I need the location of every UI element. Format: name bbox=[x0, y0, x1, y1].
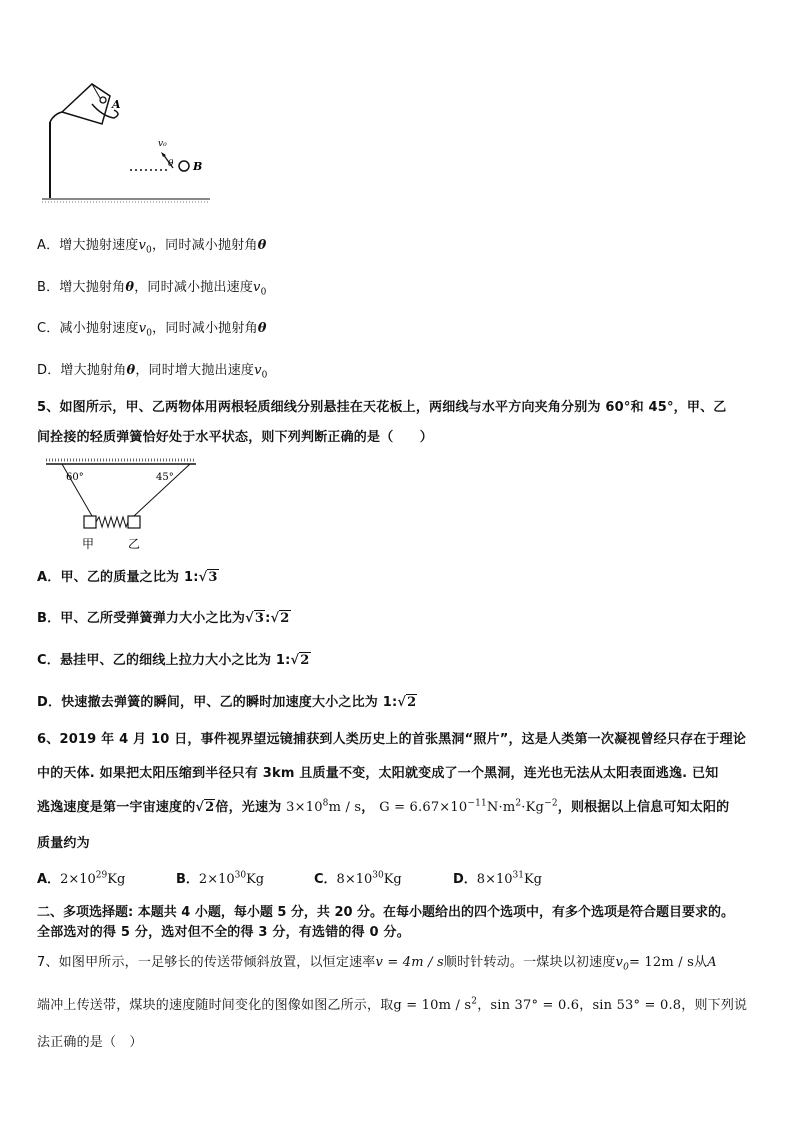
option-value bbox=[337, 872, 402, 887]
option-letter: D． bbox=[37, 363, 61, 378]
option-text: ，同时增大抛出速度 bbox=[135, 363, 255, 378]
text-segment: 端冲上传送带，煤块的速度随时间变化的图像如图乙所示，取 bbox=[37, 998, 394, 1013]
belt-speed: v = 4m / s bbox=[375, 955, 444, 970]
v-symbol: v bbox=[138, 321, 147, 336]
value-base: 2×10 bbox=[60, 872, 96, 887]
gravity-value bbox=[393, 998, 477, 1013]
section2-heading-line2: 全部选对的得 5 分，选对但不全的得 3 分，有选错的得 0 分。 bbox=[37, 925, 410, 940]
sin37-value: sin 37° = 0.6 bbox=[490, 998, 580, 1013]
q5-option-a bbox=[37, 566, 219, 585]
v-subscript: 0 bbox=[146, 245, 152, 256]
option-text: 增大抛射角 bbox=[59, 280, 126, 295]
angle-45-label: 45° bbox=[156, 472, 174, 483]
text-segment: 7、如图甲所示，一足够长的传送带倾斜放置，以恒定速率 bbox=[37, 955, 376, 970]
theta-symbol: θ bbox=[257, 321, 267, 336]
q5-stem-line1: 5、如图所示，甲、乙两物体用两根轻质细线分别悬挂在天花板上，两细线与水平方向夹角分别为 60°和 45°，甲、乙 bbox=[37, 400, 727, 415]
option-letter: D． bbox=[453, 872, 477, 887]
v-subscript: 0 bbox=[260, 287, 267, 298]
option-text: D．快速撤去弹簧的瞬间，甲、乙的瞬时加速度大小之比为 1: bbox=[37, 695, 398, 710]
q4-option-b bbox=[37, 276, 267, 298]
v-symbol: v bbox=[254, 363, 262, 378]
text-segment: 从 bbox=[694, 955, 708, 970]
option-text: ，同时减小抛射角 bbox=[152, 321, 258, 336]
value-exponent: −2 bbox=[544, 798, 558, 809]
value-unit: N·m bbox=[486, 800, 516, 815]
option-letter: A． bbox=[37, 872, 61, 887]
q7-stem-line3: 法正确的是（ ） bbox=[37, 1035, 143, 1050]
value-unit: m / s bbox=[328, 800, 362, 815]
value-exponent: 29 bbox=[95, 870, 108, 881]
q6-option-a bbox=[37, 868, 125, 887]
value-unit: ·Kg bbox=[521, 800, 545, 815]
value-exponent: −11 bbox=[467, 798, 487, 809]
q6-option-d bbox=[453, 868, 542, 887]
q7-stem-line2: 端冲上传送带，煤块的速度随时间变化的图像如图乙所示，取$g = 10m / s^2$，sin 37° = 0.6，sin 53° = 0.8，则下列说 bbox=[37, 996, 748, 1013]
value-base: g = 10m / s bbox=[393, 998, 472, 1013]
text-segment: ，则根据以上信息可知太阳的 bbox=[557, 800, 730, 815]
q5-option-b bbox=[37, 607, 291, 626]
q4-option-d bbox=[37, 359, 268, 381]
option-text: A．甲、乙的质量之比为 1: bbox=[37, 570, 199, 585]
section2-heading-line1: 二、多项选择题: 本题共 4 小题，每小题 5 分，共 20 分。在每小题给出的四个选项中，有多个选项是符合题目要求的。 bbox=[37, 905, 735, 920]
value-exponent: 30 bbox=[372, 870, 384, 881]
option-letter: B． bbox=[176, 872, 199, 887]
sqrt-radicand: 2 bbox=[407, 695, 417, 710]
label-jia: 甲 bbox=[82, 537, 95, 551]
point-a: A bbox=[707, 955, 717, 970]
sqrt-radicand: 2 bbox=[300, 653, 310, 668]
sqrt-2: √2 bbox=[270, 611, 290, 626]
option-text: 减小抛射速度 bbox=[59, 321, 139, 336]
v-subscript: 0 bbox=[261, 370, 268, 381]
ratio-colon: : bbox=[265, 611, 271, 626]
value-unit: Kg bbox=[383, 872, 402, 887]
option-letter: C． bbox=[37, 321, 60, 336]
value-unit: Kg bbox=[523, 872, 543, 887]
sqrt-radicand: 2 bbox=[205, 800, 215, 815]
q4-option-c bbox=[37, 317, 267, 339]
q6-stem-line2: 中的天体. 如果把太阳压缩到半径只有 3km 且质量不变，太阳就变成了一个黑洞，连光也无法从太阳表面逃逸. 已知 bbox=[37, 766, 719, 781]
text-segment: ，则下列说 bbox=[681, 998, 748, 1013]
q6-option-c bbox=[314, 868, 402, 887]
option-text: 增大抛射速度 bbox=[59, 238, 139, 253]
sin53-value: sin 53° = 0.8 bbox=[592, 998, 682, 1013]
option-letter: A． bbox=[37, 238, 60, 253]
point-b-label: B bbox=[193, 160, 203, 173]
value-base: 2×10 bbox=[198, 872, 235, 887]
value-exponent: 8 bbox=[322, 798, 329, 809]
value-base: 8×10 bbox=[476, 872, 513, 887]
q6-stem-line1: 6、2019 年 4 月 10 日，事件视界望远镜捕获到人类历史上的首张黑洞“照片”，这是人类第一次凝视曾经只存在于理论 bbox=[37, 732, 747, 747]
v0-symbol: $v_0$ bbox=[615, 955, 629, 973]
sqrt-3: √3 bbox=[245, 611, 265, 626]
theta-symbol: θ bbox=[126, 363, 136, 378]
q5-option-d bbox=[37, 691, 417, 710]
option-letter: B． bbox=[37, 280, 60, 295]
q4-option-a bbox=[37, 234, 266, 256]
gravitational-constant bbox=[379, 800, 558, 815]
sqrt-3: √3 bbox=[198, 570, 218, 585]
text-segment: 顺时针转动。一煤块以初速度 bbox=[443, 955, 616, 970]
spring-figure bbox=[42, 456, 202, 552]
value-unit: Kg bbox=[107, 872, 126, 887]
theta-label: θ bbox=[168, 159, 174, 169]
label-yi: 乙 bbox=[128, 537, 141, 551]
text-segment: 逃逸速度是第一宇宙速度的 bbox=[37, 800, 196, 815]
q6-stem-line4: 质量约为 bbox=[37, 836, 90, 851]
option-value bbox=[199, 872, 264, 887]
option-value bbox=[477, 872, 542, 887]
text-segment: 倍，光速为 bbox=[215, 800, 282, 815]
v0-label: v₀ bbox=[158, 139, 167, 149]
q7-stem-line1 bbox=[37, 951, 717, 973]
option-text: B．甲、乙所受弹簧弹力大小之比为 bbox=[37, 611, 246, 626]
value-exponent: 2 bbox=[515, 798, 522, 809]
value-base: 3×10 bbox=[286, 800, 323, 815]
value-base: 8×10 bbox=[336, 872, 373, 887]
sqrt-2: √2 bbox=[397, 695, 417, 710]
light-speed bbox=[286, 800, 361, 815]
value-unit: Kg bbox=[246, 872, 265, 887]
v-subscript: 0 bbox=[146, 328, 153, 339]
theta-symbol: θ bbox=[257, 238, 267, 253]
value-exponent: 2 bbox=[471, 996, 478, 1007]
value-exponent: 30 bbox=[234, 870, 247, 881]
theta-symbol: θ bbox=[125, 280, 135, 295]
value-exponent: 31 bbox=[512, 870, 524, 881]
sqrt-radicand: 2 bbox=[280, 611, 290, 626]
sqrt-2: √2 bbox=[290, 653, 310, 668]
v-symbol: v bbox=[253, 280, 261, 295]
sqrt-radicand: 3 bbox=[208, 570, 218, 585]
q6-option-b bbox=[176, 868, 264, 887]
q5-option-c bbox=[37, 649, 311, 668]
v-symbol: v bbox=[138, 238, 147, 253]
option-text: 增大抛射角 bbox=[60, 363, 127, 378]
q6-stem-line3: 逃逸速度是第一宇宙速度的√2倍，光速为 $3\times 10^8m / s$， $G = 6.67\times 10^{-11}N\cdot m^2\cdot Kg^{-2}$，则根据以上信息可知太阳的 bbox=[37, 798, 730, 815]
option-text: C．悬挂甲、乙的细线上拉力大小之比为 1: bbox=[37, 653, 291, 668]
sqrt-radicand: 3 bbox=[254, 611, 265, 626]
option-text: ，同时减小抛出速度 bbox=[134, 280, 254, 295]
q5-stem-line2: 间拴接的轻质弹簧恰好处于水平状态，则下列判断正确的是（ ） bbox=[37, 430, 434, 445]
angle-60-label: 60° bbox=[66, 472, 84, 483]
option-text: ，同时减小抛射角 bbox=[151, 238, 258, 253]
sqrt-2: √2 bbox=[195, 800, 215, 815]
initial-speed: = 12m / s bbox=[629, 955, 695, 970]
basketball-figure bbox=[40, 76, 220, 208]
point-a-label: A bbox=[112, 98, 121, 111]
value-base: G = 6.67×10 bbox=[379, 800, 468, 815]
option-value bbox=[60, 872, 125, 887]
option-letter: C． bbox=[314, 872, 337, 887]
